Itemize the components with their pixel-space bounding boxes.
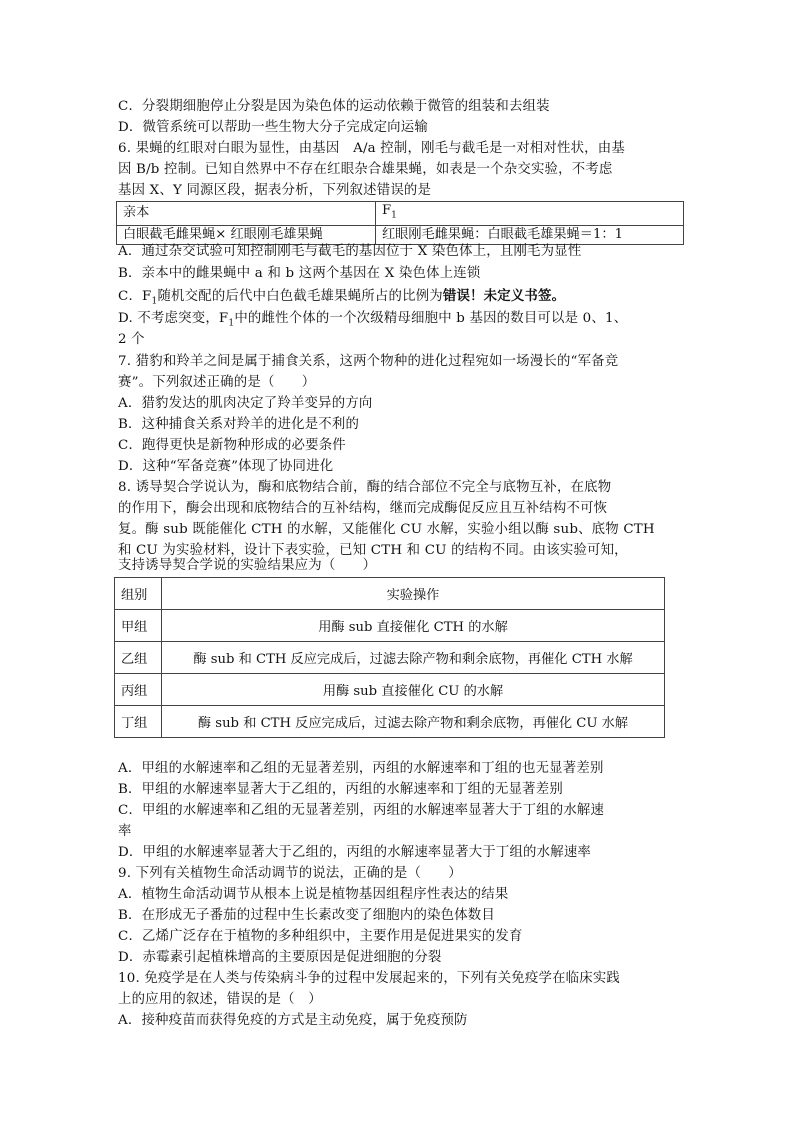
question-10-text: 10. 免疫学是在人类与传染病斗争的过程中发展起来的，下列有关免疫学在临床实践 <box>118 971 621 986</box>
table-cell: 红眼刚毛雌果蝇：白眼截毛雄果蝇＝1：1 <box>376 225 684 244</box>
option-text: C．跑得更快是新物种形成的必要条件 <box>118 438 346 453</box>
question-10-text: 上的应用的叙述，错误的是（ ） <box>118 992 322 1007</box>
table-cell: 乙组 <box>115 642 162 674</box>
table-cell: 丁组 <box>115 706 162 738</box>
question-6-text: 因 B/b 控制。已知自然界中不存在红眼杂合雄果蝇，如表是一个杂交实验，不考虑 <box>118 162 613 177</box>
table-row <box>115 642 665 674</box>
f1-label: F <box>382 203 392 218</box>
option-text: A．植物生命活动调节从根本上说是植物基因组程序性表达的结果 <box>118 887 509 902</box>
option-text: A．接种疫苗而获得免疫的方式是主动免疫，属于免疫预防 <box>118 1013 468 1028</box>
option-text: 率 <box>118 824 132 839</box>
table-row <box>115 610 665 642</box>
table-cell: 酶 sub 和 CTH 反应完成后，过滤去除产物和剩余底物，再催化 CTH 水解 <box>162 642 665 674</box>
table-cell: 酶 sub 和 CTH 反应完成后，过滤去除产物和剩余底物，再催化 CU 水解 <box>162 706 665 738</box>
question-6-text: 6. 果蝇的红眼对白眼为显性，由基因 A/a 控制，刚毛与截毛是一对相对性状，由基 <box>118 141 625 156</box>
option-text: B．在形成无子番茄的过程中生长素改变了细胞内的染色体数目 <box>118 908 495 923</box>
question-8-text: 复。酶 sub 既能催化 CTH 的水解，又能催化 CU 水解，实验小组以酶 sub、底物 CTH <box>118 522 655 537</box>
option-label: C．F <box>118 289 152 304</box>
option-text <box>118 286 678 312</box>
table-header-cell: 组别 <box>115 578 162 610</box>
option-text: D．甲组的水解速率显著大于乙组的，丙组的水解速率显著大于丁组的水解速率 <box>118 845 592 860</box>
table-row <box>117 202 684 226</box>
table-cell: 丙组 <box>115 674 162 706</box>
table-cell: 甲组 <box>115 610 162 642</box>
table-row <box>115 578 665 610</box>
question-8-text: 的作用下，酶会出现和底物结合的互补结构，继而完成酶促反应且互补结构不可恢 <box>118 501 608 516</box>
question-8-text: 支持诱导契合学说的实验结果应为（ ） <box>118 558 377 573</box>
option-text: A．通过杂交试验可知控制刚毛与截毛的基因位于 X 染色体上，且刚毛为显性 <box>118 244 582 259</box>
option-text: B．甲组的水解速率显著大于乙组的，丙组的水解速率和丁组的无显著差别 <box>118 782 563 797</box>
table-header-cell: 亲本 <box>117 202 376 226</box>
question-8-text: 和 CU 为实验材料，设计下表实验，已知 CTH 和 CU 的结构不同。由该实验可知， <box>118 543 628 558</box>
question-6-text: 基因 X、Y 同源区段，据表分析，下列叙述错误的是 <box>118 183 432 198</box>
table-cell: 用酶 sub 直接催化 CTH 的水解 <box>162 610 665 642</box>
option-text: A．甲组的水解速率和乙组的无显著差别，丙组的水解速率和丁组的也无显著差别 <box>118 761 604 776</box>
question-8-text: 8. 诱导契合学说认为，酶和底物结合前，酶的结合部位不完全与底物互补，在底物 <box>118 480 612 495</box>
option-text: A．猎豹发达的肌肉决定了羚羊变异的方向 <box>118 396 373 411</box>
option-body: 随机交配的后代中白色截毛雄果蝇所占的比例为 <box>157 289 443 304</box>
f1-subscript: 1 <box>391 210 397 221</box>
question-7-text: 7. 猎豹和羚羊之间是属于捕食关系，这两个物种的进化过程宛如一场漫长的“军备竞 <box>118 354 619 369</box>
option-text: C．分裂期细胞停止分裂是因为染色体的运动依赖于微管的组装和去组装 <box>118 99 550 114</box>
option-text: C．甲组的水解速率和乙组的无显著差别，丙组的水解速率显著大于丁组的水解速 <box>118 803 605 818</box>
subscript: 1 <box>151 296 158 307</box>
table-header-cell <box>376 202 684 226</box>
experiment-table <box>114 577 665 738</box>
option-text: 2 个 <box>118 332 145 347</box>
option-label: D. 不考虑突变，F <box>118 311 229 326</box>
subscript: 1 <box>228 318 235 329</box>
table-header-cell: 实验操作 <box>162 578 665 610</box>
error-bookmark-text: 错误！未定义书签。 <box>442 288 566 304</box>
table-row <box>115 706 665 738</box>
option-text: D．赤霉素引起植株增高的主要原因是促进细胞的分裂 <box>118 950 442 965</box>
question-9-text: 9. 下列有关植物生命活动调节的说法，正确的是（ ） <box>118 866 462 881</box>
table-row <box>115 674 665 706</box>
cross-table <box>116 201 684 245</box>
option-text: D．微管系统可以帮助一些生物大分子完成定向运输 <box>118 120 428 135</box>
option-text: D．这种“军备竞赛”体现了协同进化 <box>118 459 334 474</box>
option-text: C．乙烯广泛存在于植物的多种组织中，主要作用是促进果实的发育 <box>118 929 523 944</box>
table-cell: 白眼截毛雌果蝇× 红眼刚毛雄果蝇 <box>117 225 376 244</box>
option-text: B．亲本中的雌果蝇中 a 和 b 这两个基因在 X 染色体上连锁 <box>118 266 481 281</box>
question-7-text: 赛”。下列叙述正确的是（ ） <box>118 375 316 390</box>
option-body: 中的雌性个体的一个次级精母细胞中 b 基因的数目可以是 0、1、 <box>234 311 628 326</box>
option-text: B．这种捕食关系对羚羊的进化是不利的 <box>118 417 360 432</box>
table-cell: 用酶 sub 直接催化 CU 的水解 <box>162 674 665 706</box>
